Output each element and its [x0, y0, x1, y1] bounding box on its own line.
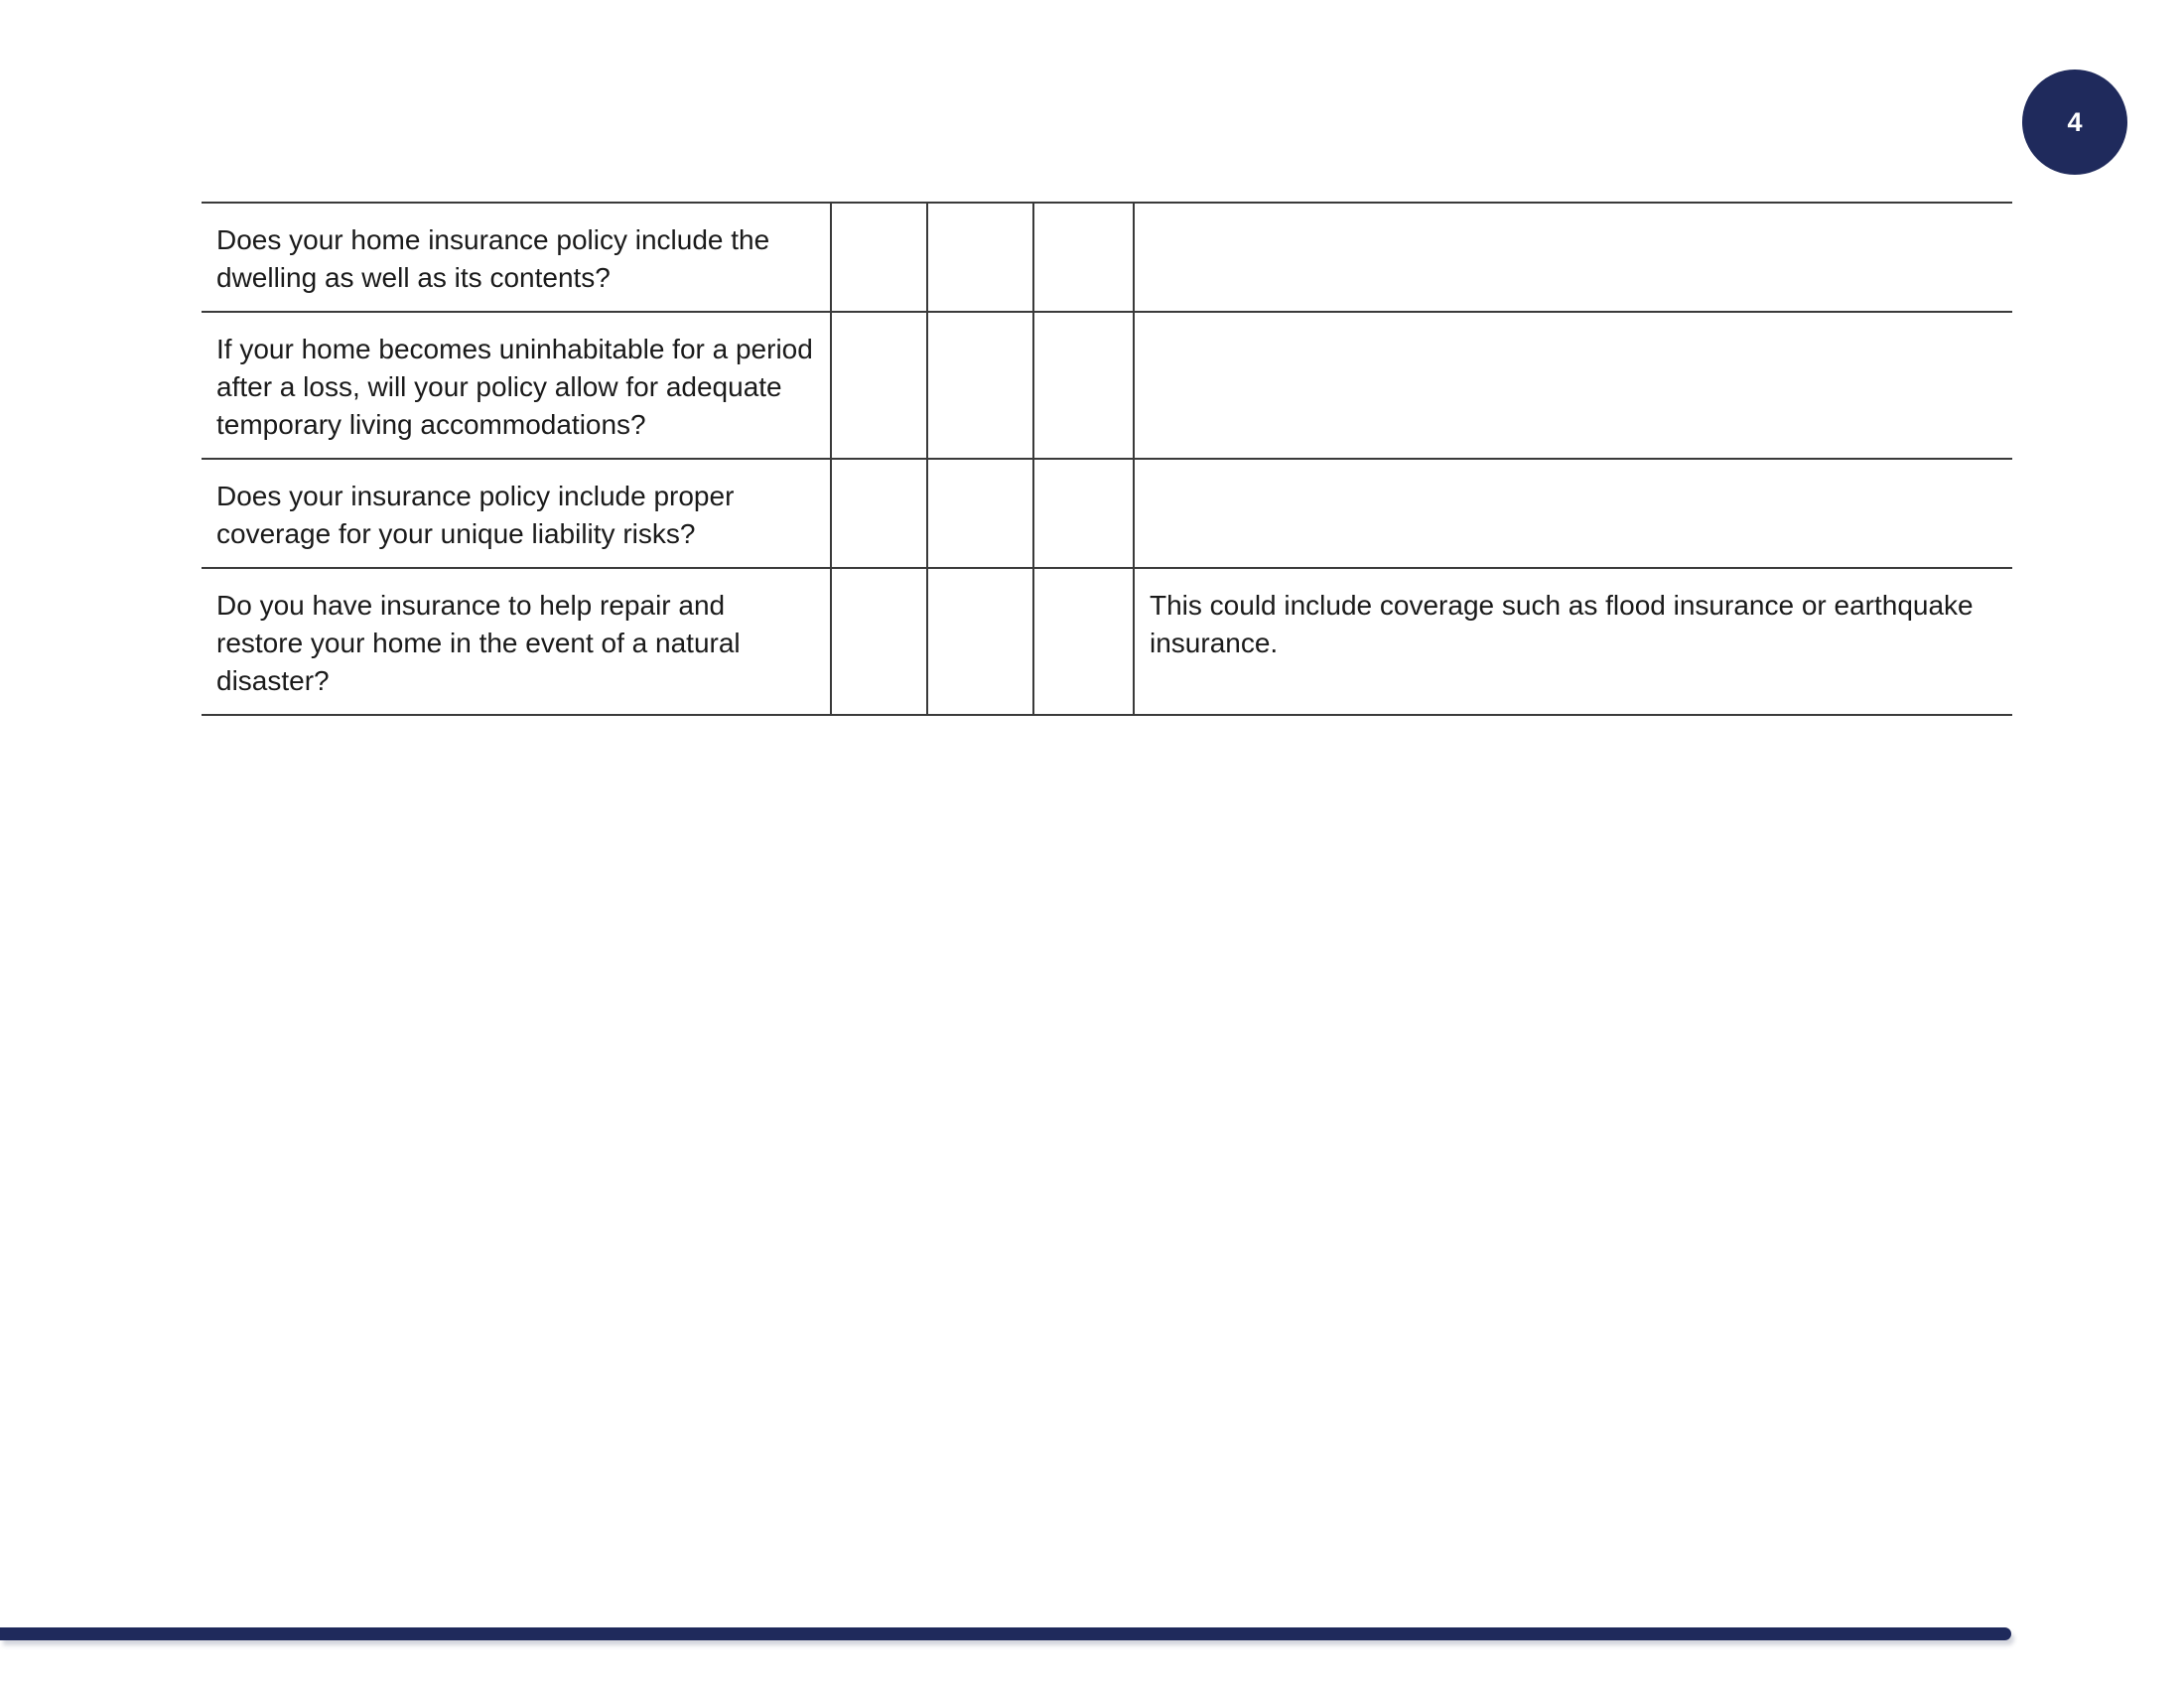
table-row — [202, 203, 2012, 312]
page-number-badge — [2022, 70, 2127, 175]
check-box-no[interactable] — [927, 568, 1033, 715]
check-box-unsure[interactable] — [1033, 203, 1134, 312]
check-box-no[interactable] — [927, 459, 1033, 568]
question-cell: Do you have insurance to help repair and restore your home in the event of a natural disaster? — [202, 568, 831, 715]
page-number: 4 — [2067, 106, 2083, 137]
question-cell: If your home becomes uninhabitable for a period after a loss, will your policy allow for adequate temporary living accommodations? — [202, 312, 831, 459]
notes-cell[interactable]: This could include coverage such as flood insurance or earthquake insurance. — [1134, 568, 2012, 715]
check-box-unsure[interactable] — [1033, 312, 1134, 459]
check-box-yes[interactable] — [831, 568, 927, 715]
check-box-no[interactable] — [927, 203, 1033, 312]
check-box-unsure[interactable] — [1033, 568, 1134, 715]
check-box-no[interactable] — [927, 312, 1033, 459]
check-box-yes[interactable] — [831, 203, 927, 312]
table-row — [202, 459, 2012, 568]
notes-cell[interactable] — [1134, 312, 2012, 459]
footer-accent-bar — [0, 1627, 2011, 1640]
check-box-unsure[interactable] — [1033, 459, 1134, 568]
table-row — [202, 568, 2012, 715]
notes-cell[interactable] — [1134, 459, 2012, 568]
check-box-yes[interactable] — [831, 459, 927, 568]
check-box-yes[interactable] — [831, 312, 927, 459]
question-cell: Does your home insurance policy include the dwelling as well as its contents? — [202, 203, 831, 312]
insurance-checklist-table — [202, 202, 2012, 716]
question-cell: Does your insurance policy include proper coverage for your unique liability risks? — [202, 459, 831, 568]
table-row — [202, 312, 2012, 459]
notes-cell[interactable] — [1134, 203, 2012, 312]
